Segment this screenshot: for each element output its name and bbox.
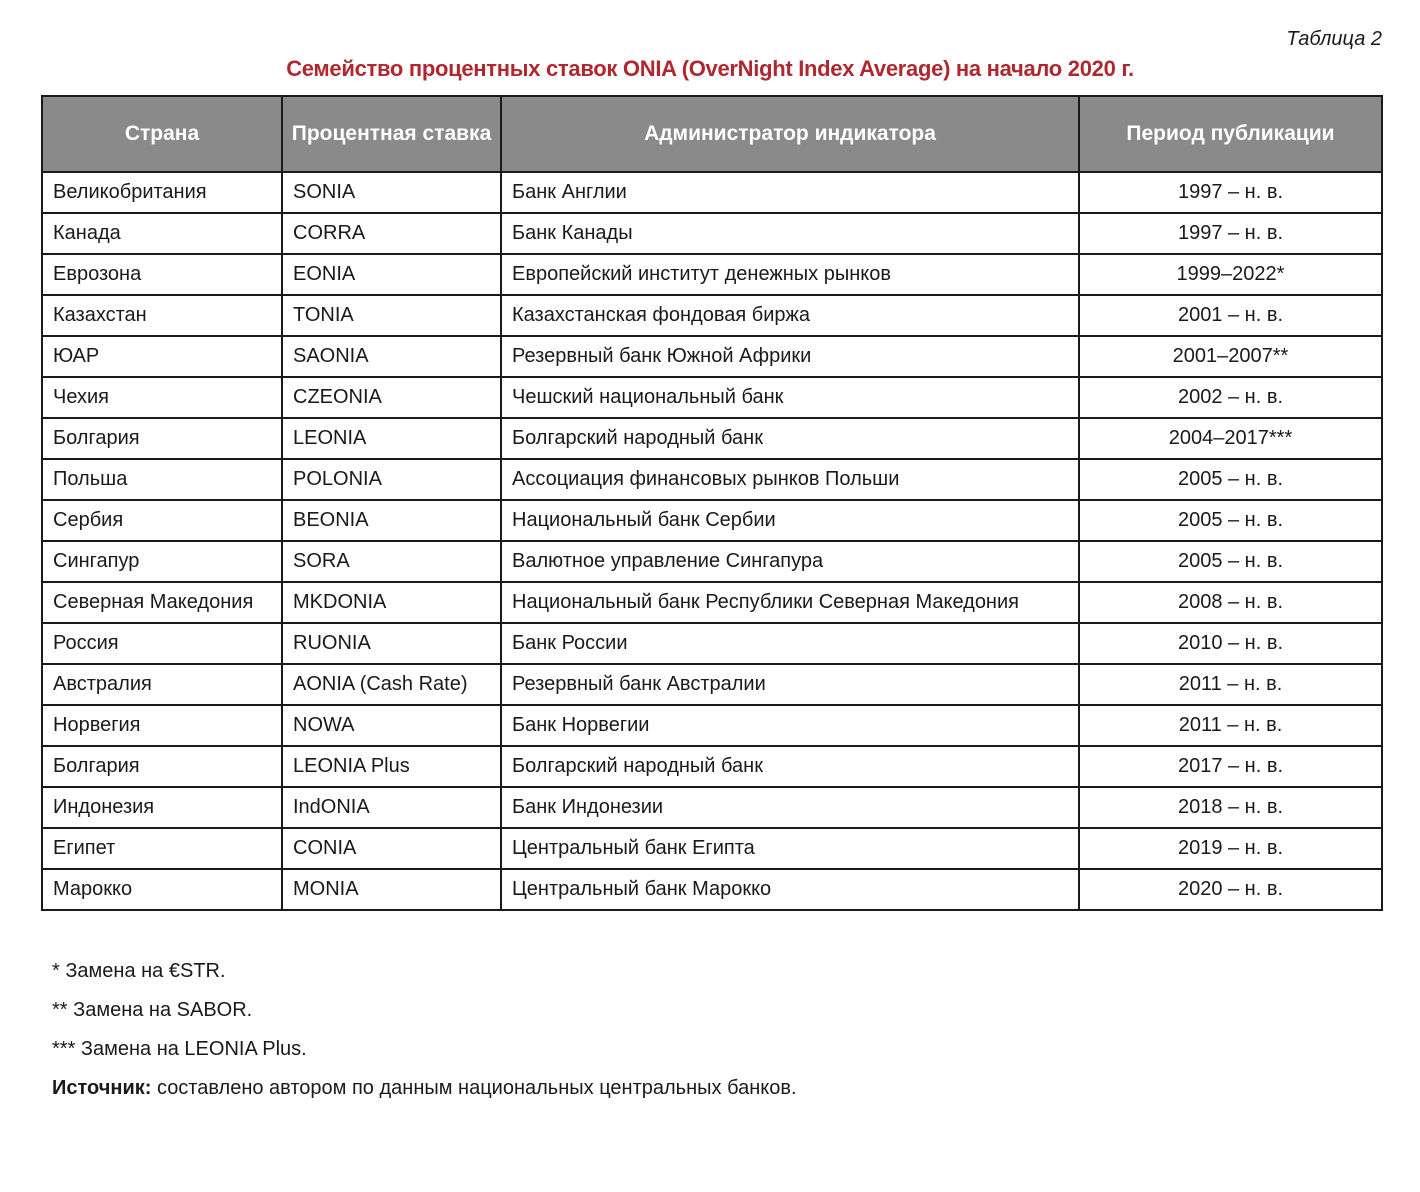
cell-rate: AONIA (Cash Rate): [282, 664, 501, 705]
cell-period: 2018 – н. в.: [1079, 787, 1382, 828]
cell-period: 2005 – н. в.: [1079, 459, 1382, 500]
cell-country: Казахстан: [42, 295, 282, 336]
cell-country: ЮАР: [42, 336, 282, 377]
table-row: [42, 541, 1382, 582]
cell-administrator: Резервный банк Южной Африки: [501, 336, 1079, 377]
footnote: * Замена на €STR.: [52, 960, 226, 982]
cell-period: 1997 – н. в.: [1079, 172, 1382, 213]
cell-rate: BEONIA: [282, 500, 501, 541]
table-row: [42, 336, 1382, 377]
cell-rate: NOWA: [282, 705, 501, 746]
table-row: [42, 828, 1382, 869]
cell-rate: MONIA: [282, 869, 501, 910]
cell-country: Болгария: [42, 418, 282, 459]
cell-rate: CZEONIA: [282, 377, 501, 418]
header-country: Страна: [42, 96, 282, 172]
onia-rates-table: [41, 95, 1383, 911]
cell-country: Чехия: [42, 377, 282, 418]
cell-administrator: Национальный банк Республики Северная Македония: [501, 582, 1079, 623]
source-text: составлено автором по данным национальных центральных банков.: [151, 1077, 797, 1099]
cell-rate: CONIA: [282, 828, 501, 869]
cell-rate: IndONIA: [282, 787, 501, 828]
cell-rate: CORRA: [282, 213, 501, 254]
cell-country: Болгария: [42, 746, 282, 787]
table-row: [42, 787, 1382, 828]
cell-period: 2017 – н. в.: [1079, 746, 1382, 787]
table-row: [42, 869, 1382, 910]
cell-administrator: Болгарский народный банк: [501, 746, 1079, 787]
cell-period: 2002 – н. в.: [1079, 377, 1382, 418]
cell-period: 2008 – н. в.: [1079, 582, 1382, 623]
cell-rate: TONIA: [282, 295, 501, 336]
cell-administrator: Казахстанская фондовая биржа: [501, 295, 1079, 336]
cell-period: 2005 – н. в.: [1079, 500, 1382, 541]
source-note: [52, 1075, 797, 1114]
cell-rate: SONIA: [282, 172, 501, 213]
cell-administrator: Центральный банк Египта: [501, 828, 1079, 869]
table-row: [42, 705, 1382, 746]
cell-rate: SORA: [282, 541, 501, 582]
cell-country: Канада: [42, 213, 282, 254]
table-row: [42, 582, 1382, 623]
cell-country: Индонезия: [42, 787, 282, 828]
cell-administrator: Банк России: [501, 623, 1079, 664]
cell-country: Сербия: [42, 500, 282, 541]
header-administrator: Администратор индикатора: [501, 96, 1079, 172]
cell-period: 2001 – н. в.: [1079, 295, 1382, 336]
cell-country: Сингапур: [42, 541, 282, 582]
table-row: [42, 623, 1382, 664]
cell-period: 2001–2007**: [1079, 336, 1382, 377]
table-row: [42, 254, 1382, 295]
cell-administrator: Валютное управление Сингапура: [501, 541, 1079, 582]
cell-administrator: Национальный банк Сербии: [501, 500, 1079, 541]
cell-country: Норвегия: [42, 705, 282, 746]
table-row: [42, 746, 1382, 787]
table-title: Семейство процентных ставок ONIA (OverNight Index Average) на начало 2020 г.: [286, 56, 1134, 81]
cell-administrator: Банк Индонезии: [501, 787, 1079, 828]
table-number-label: Таблица 2: [1286, 28, 1382, 50]
cell-administrator: Банк Англии: [501, 172, 1079, 213]
cell-period: 2011 – н. в.: [1079, 664, 1382, 705]
source-label: Источник:: [52, 1077, 152, 1099]
table-row: [42, 418, 1382, 459]
cell-rate: RUONIA: [282, 623, 501, 664]
cell-period: 2005 – н. в.: [1079, 541, 1382, 582]
table-row: [42, 664, 1382, 705]
cell-period: 2019 – н. в.: [1079, 828, 1382, 869]
cell-country: Австралия: [42, 664, 282, 705]
cell-administrator: Ассоциация финансовых рынков Польши: [501, 459, 1079, 500]
table-row: [42, 377, 1382, 418]
footnote: ** Замена на SABOR.: [52, 999, 253, 1021]
cell-country: Еврозона: [42, 254, 282, 295]
cell-country: Россия: [42, 623, 282, 664]
cell-rate: LEONIA: [282, 418, 501, 459]
table-row: [42, 459, 1382, 500]
footnote: *** Замена на LEONIA Plus.: [52, 1038, 307, 1060]
cell-period: 1999–2022*: [1079, 254, 1382, 295]
table-body: [42, 172, 1382, 910]
table-row: [42, 295, 1382, 336]
cell-country: Великобритания: [42, 172, 282, 213]
cell-administrator: Банк Канады: [501, 213, 1079, 254]
header-period: Период публикации: [1079, 96, 1382, 172]
cell-rate: SAONIA: [282, 336, 501, 377]
table-row: [42, 213, 1382, 254]
cell-period: 2010 – н. в.: [1079, 623, 1382, 664]
cell-administrator: Резервный банк Австралии: [501, 664, 1079, 705]
cell-period: 2011 – н. в.: [1079, 705, 1382, 746]
cell-country: Марокко: [42, 869, 282, 910]
cell-administrator: Банк Норвегии: [501, 705, 1079, 746]
cell-rate: EONIA: [282, 254, 501, 295]
header-rate: Процентная ставка: [282, 96, 501, 172]
cell-country: Египет: [42, 828, 282, 869]
footnotes: [52, 958, 797, 1114]
cell-country: Польша: [42, 459, 282, 500]
table-row: [42, 172, 1382, 213]
cell-rate: MKDONIA: [282, 582, 501, 623]
table-header-row: [42, 96, 1382, 172]
cell-period: 2004–2017***: [1079, 418, 1382, 459]
cell-country: Северная Македония: [42, 582, 282, 623]
cell-rate: POLONIA: [282, 459, 501, 500]
cell-administrator: Европейский институт денежных рынков: [501, 254, 1079, 295]
cell-period: 1997 – н. в.: [1079, 213, 1382, 254]
cell-administrator: Болгарский народный банк: [501, 418, 1079, 459]
table-row: [42, 500, 1382, 541]
cell-period: 2020 – н. в.: [1079, 869, 1382, 910]
cell-rate: LEONIA Plus: [282, 746, 501, 787]
cell-administrator: Чешский национальный банк: [501, 377, 1079, 418]
cell-administrator: Центральный банк Марокко: [501, 869, 1079, 910]
